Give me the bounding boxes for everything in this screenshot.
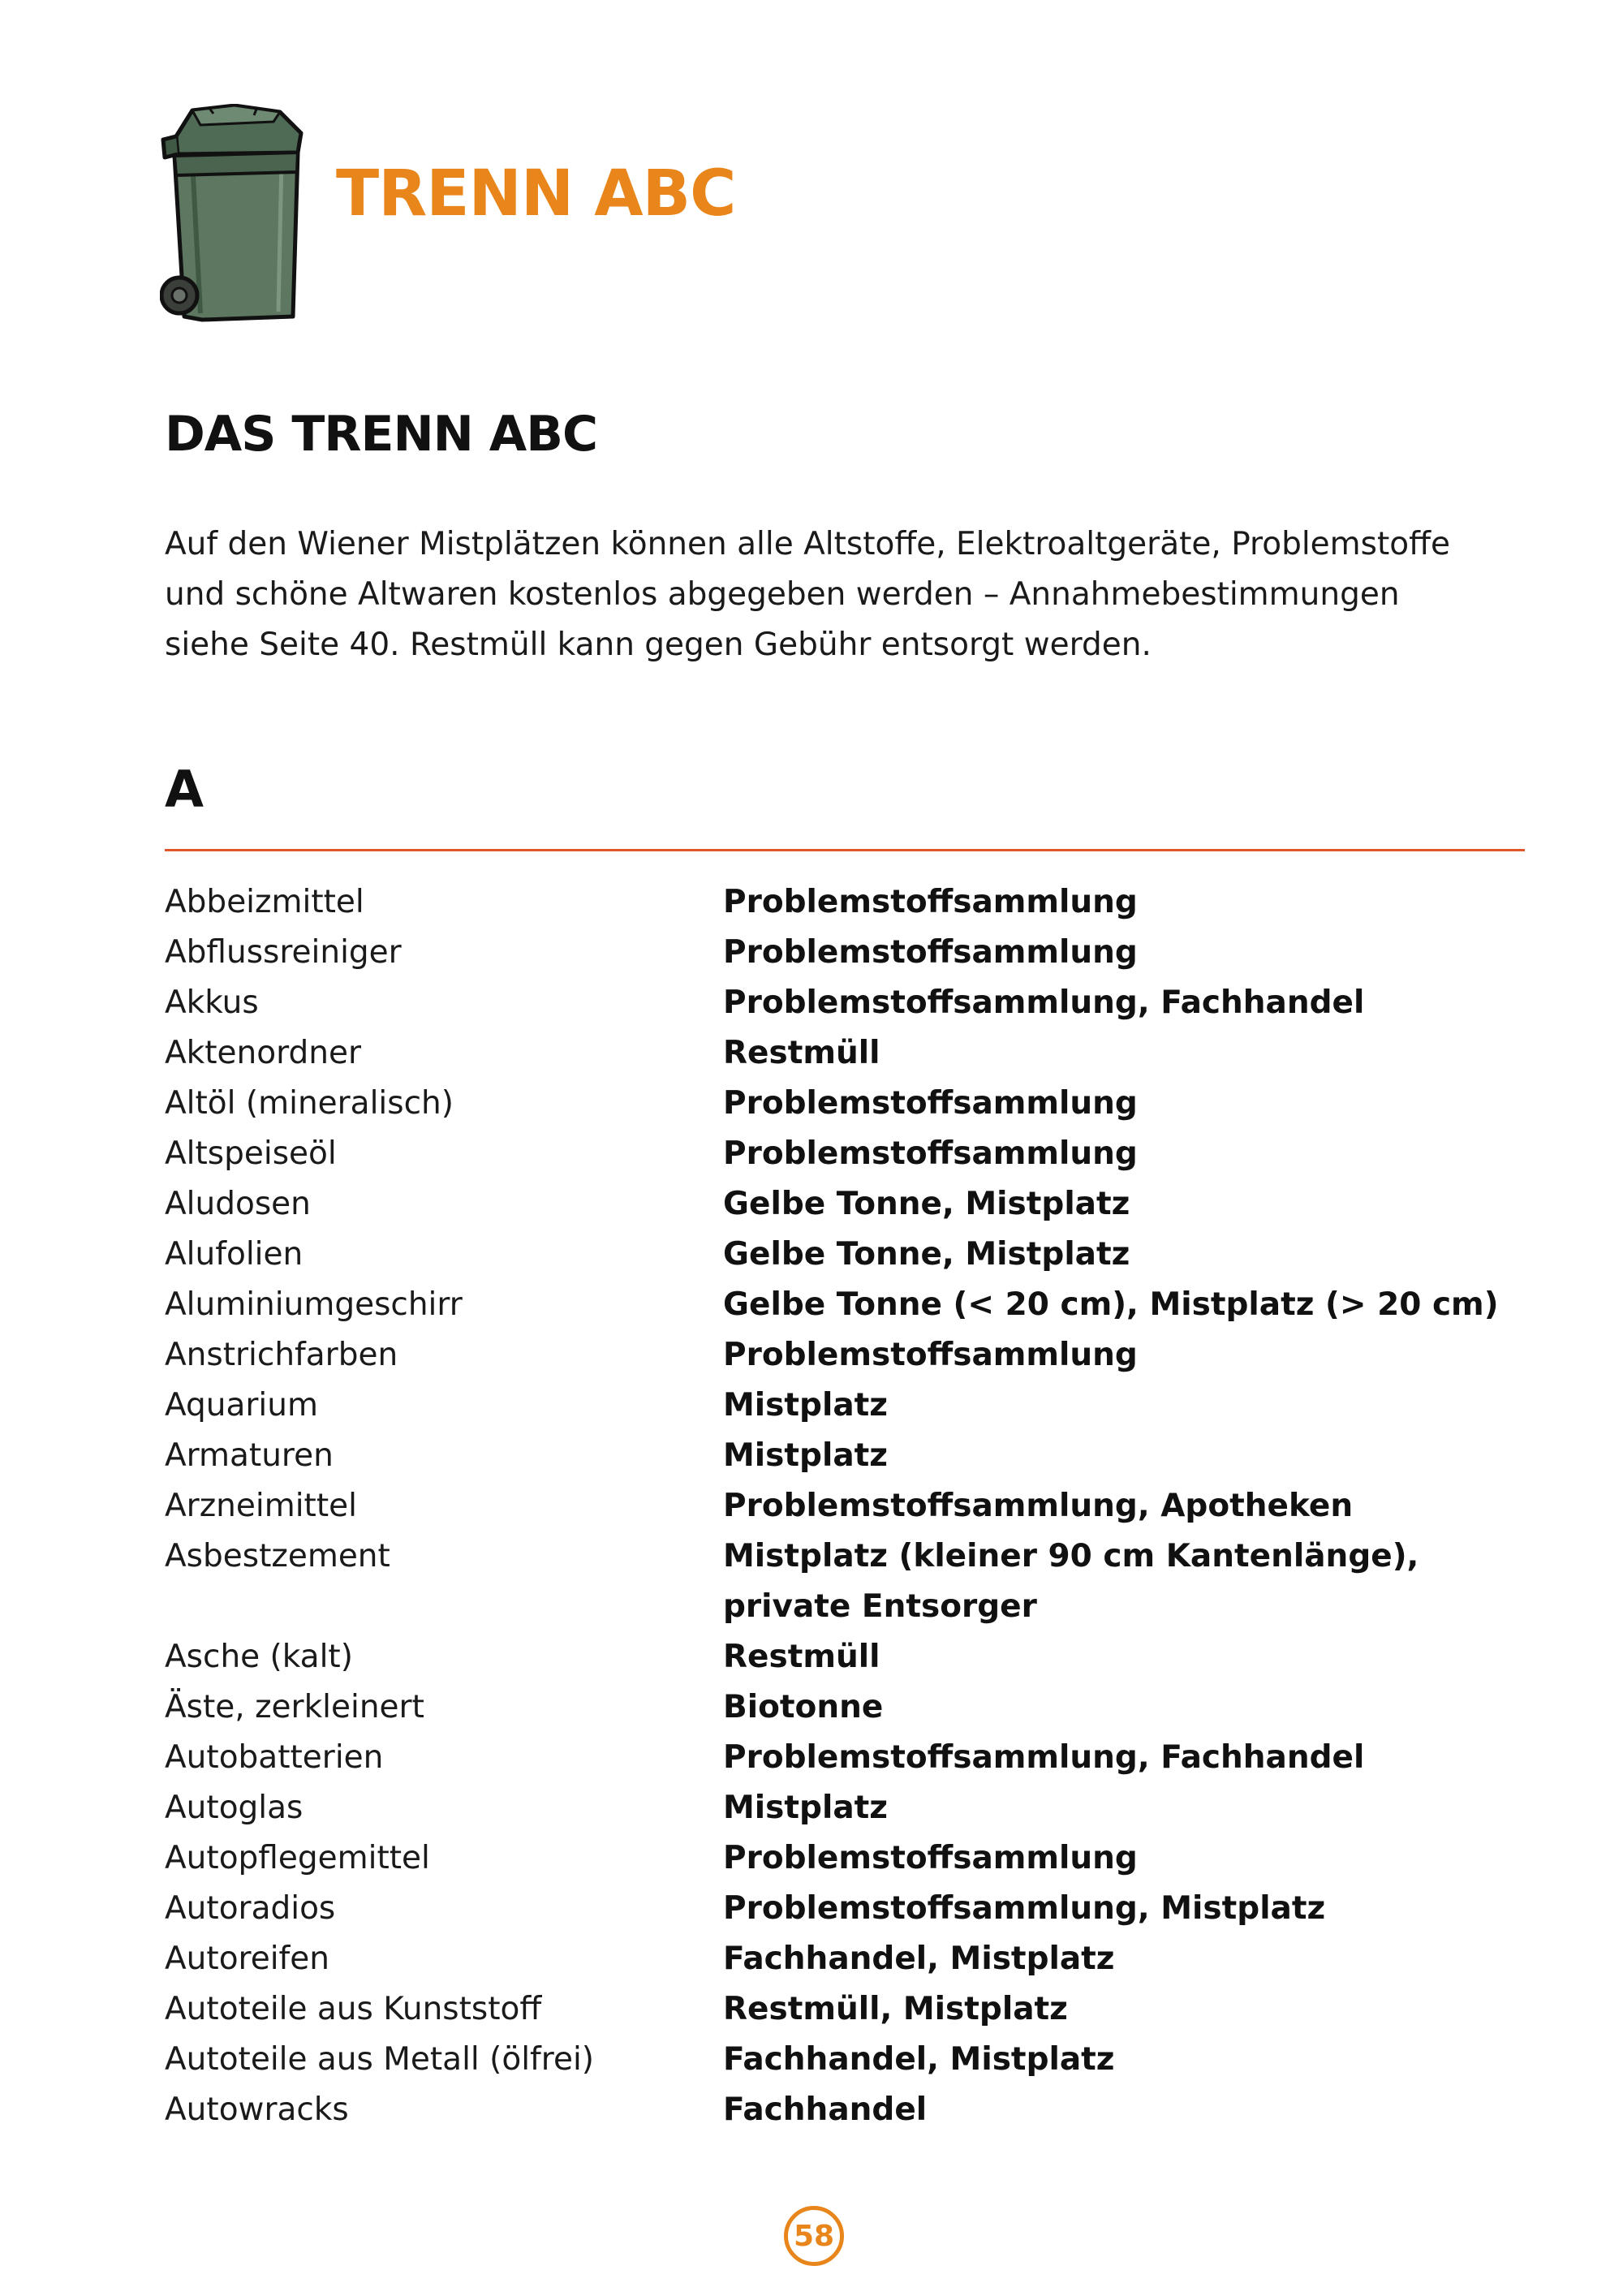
disposal-method: Problemstoffsammlung xyxy=(723,884,1138,920)
page-number: 58 xyxy=(784,2206,844,2266)
item-name: Aktenordner xyxy=(165,1035,361,1071)
list-item xyxy=(165,1984,1544,2035)
list-item xyxy=(165,1330,1544,1381)
item-name: Autoradios xyxy=(165,1890,336,1927)
waste-bin-icon xyxy=(160,104,304,325)
list-item xyxy=(165,978,1544,1028)
disposal-method: Problemstoffsammlung, Fachhandel xyxy=(723,1739,1365,1776)
disposal-method: Gelbe Tonne (< 20 cm), Mistplatz (> 20 cm) xyxy=(723,1286,1499,1323)
intro-line: siehe Seite 40. Restmüll kann gegen Gebühr entsorgt werden. xyxy=(165,627,1152,663)
disposal-method: Restmüll xyxy=(723,1035,880,1071)
list-item xyxy=(165,1230,1544,1280)
disposal-method: Problemstoffsammlung xyxy=(723,1840,1138,1876)
disposal-line: Mistplatz (kleiner 90 cm Kantenlänge), xyxy=(723,1538,1419,1574)
disposal-method: Problemstoffsammlung xyxy=(723,1337,1138,1373)
list-item xyxy=(165,1028,1544,1079)
section-title: TRENN ABC xyxy=(336,157,736,230)
item-name: Aluminiumgeschirr xyxy=(165,1286,463,1323)
item-name: Asbestzement xyxy=(165,1538,390,1574)
abc-list xyxy=(165,877,1544,2135)
list-item xyxy=(165,928,1544,978)
item-name: Äste, zerkleinert xyxy=(165,1689,424,1725)
disposal-method xyxy=(723,1531,1535,1632)
item-name: Abflussreiniger xyxy=(165,934,402,971)
item-name: Altspeiseöl xyxy=(165,1135,337,1172)
disposal-method: Problemstoffsammlung xyxy=(723,1085,1138,1122)
list-item xyxy=(165,1833,1544,1884)
item-name: Autoteile aus Metall (ölfrei) xyxy=(165,2041,594,2078)
disposal-method: Mistplatz xyxy=(723,1387,888,1424)
letter-heading: A xyxy=(165,760,204,819)
item-name: Alufolien xyxy=(165,1236,304,1273)
list-item xyxy=(165,1783,1544,1833)
item-name: Autoreifen xyxy=(165,1941,329,1977)
item-name: Autopflegemittel xyxy=(165,1840,430,1876)
list-item xyxy=(165,1481,1544,1531)
disposal-method: Gelbe Tonne, Mistplatz xyxy=(723,1186,1130,1222)
disposal-method: Problemstoffsammlung, Mistplatz xyxy=(723,1890,1326,1927)
disposal-method: Restmüll xyxy=(723,1639,880,1675)
list-item xyxy=(165,1884,1544,1934)
list-item xyxy=(165,1682,1544,1733)
item-name: Asche (kalt) xyxy=(165,1639,353,1675)
disposal-method: Mistplatz xyxy=(723,1790,888,1826)
item-name: Aludosen xyxy=(165,1186,311,1222)
list-item xyxy=(165,2035,1544,2085)
item-name: Autoglas xyxy=(165,1790,304,1826)
item-name: Autoteile aus Kunststoff xyxy=(165,1991,542,2027)
disposal-method: Restmüll, Mistplatz xyxy=(723,1991,1068,2027)
list-item xyxy=(165,1129,1544,1179)
divider xyxy=(165,849,1525,851)
disposal-method: Mistplatz xyxy=(723,1437,888,1474)
disposal-method: Problemstoffsammlung, Fachhandel xyxy=(723,984,1365,1021)
list-item xyxy=(165,1280,1544,1330)
intro-line: und schöne Altwaren kostenlos abgegeben werden – Annahmebestimmungen xyxy=(165,576,1400,613)
page-heading: DAS TRENN ABC xyxy=(165,406,597,463)
item-name: Altöl (mineralisch) xyxy=(165,1085,454,1122)
item-name: Armaturen xyxy=(165,1437,334,1474)
disposal-line: private Entsorger xyxy=(723,1588,1037,1625)
list-item xyxy=(165,1733,1544,1783)
disposal-method: Fachhandel, Mistplatz xyxy=(723,1941,1115,1977)
disposal-method: Fachhandel xyxy=(723,2091,928,2128)
list-item xyxy=(165,1632,1544,1682)
list-item xyxy=(165,877,1544,928)
item-name: Autobatterien xyxy=(165,1739,384,1776)
disposal-method: Problemstoffsammlung xyxy=(723,934,1138,971)
intro-paragraph xyxy=(165,519,1544,670)
item-name: Abbeizmittel xyxy=(165,884,364,920)
list-item xyxy=(165,1079,1544,1129)
list-item xyxy=(165,1179,1544,1230)
disposal-method: Biotonne xyxy=(723,1689,884,1725)
list-item xyxy=(165,1531,1544,1632)
item-name: Akkus xyxy=(165,984,259,1021)
disposal-method: Fachhandel, Mistplatz xyxy=(723,2041,1115,2078)
list-item xyxy=(165,1934,1544,1984)
disposal-method: Gelbe Tonne, Mistplatz xyxy=(723,1236,1130,1273)
disposal-method: Problemstoffsammlung, Apotheken xyxy=(723,1488,1354,1524)
item-name: Anstrichfarben xyxy=(165,1337,398,1373)
item-name: Aquarium xyxy=(165,1387,318,1424)
item-name: Arzneimittel xyxy=(165,1488,357,1524)
item-name: Autowracks xyxy=(165,2091,349,2128)
list-item xyxy=(165,2085,1544,2135)
disposal-method: Problemstoffsammlung xyxy=(723,1135,1138,1172)
list-item xyxy=(165,1381,1544,1431)
list-item xyxy=(165,1431,1544,1481)
intro-line: Auf den Wiener Mistplätzen können alle Altstoffe, Elektroaltgeräte, Problemstoffe xyxy=(165,526,1450,562)
